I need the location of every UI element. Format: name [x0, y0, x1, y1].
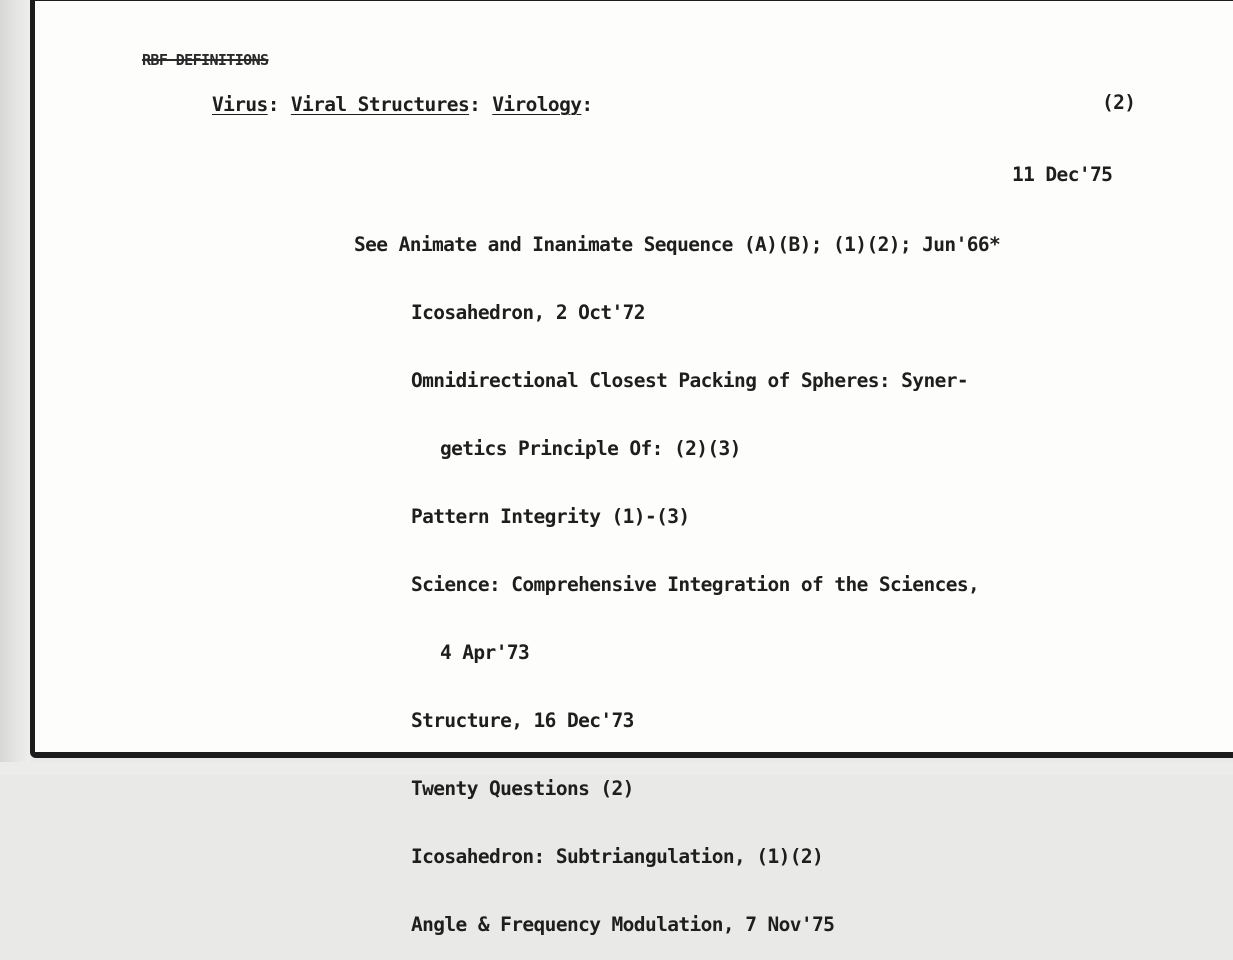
heading-viral-structures: Viral Structures	[290, 93, 470, 116]
list-item: Structure, 16 Dec'73	[411, 709, 634, 732]
cross-reference-list	[354, 190, 1000, 960]
category-label: RBF DEFINITIONS	[142, 51, 269, 69]
list-item: Omnidirectional Closest Packing of Spheres: Syner-	[411, 369, 968, 392]
heading-virology: Virology	[492, 93, 582, 116]
heading-virus: Virus	[212, 93, 268, 116]
scan-background-left	[0, 0, 30, 775]
list-item: Twenty Questions (2)	[411, 777, 634, 800]
list-item: Science: Comprehensive Integration of the Sciences,	[411, 573, 980, 596]
card-page-number: (2)	[1102, 91, 1136, 114]
list-item-continuation: getics Principle Of: (2)(3)	[440, 437, 741, 460]
heading-row: Virus: Viral Structures: Virology:	[212, 93, 593, 116]
list-item: Icosahedron: Subtriangulation, (1)(2)	[411, 845, 824, 868]
list-item: See Animate and Inanimate Sequence (A)(B); (1)(2); Jun'66*	[354, 233, 1001, 256]
list-item: Icosahedron, 2 Oct'72	[411, 301, 645, 324]
list-item: Angle & Frequency Modulation, 7 Nov'75	[411, 913, 835, 936]
card-date: 11 Dec'75	[1012, 163, 1113, 186]
see-prefix: See	[354, 233, 388, 256]
list-item-continuation: 4 Apr'73	[440, 641, 530, 664]
list-item: Pattern Integrity (1)-(3)	[411, 505, 690, 528]
